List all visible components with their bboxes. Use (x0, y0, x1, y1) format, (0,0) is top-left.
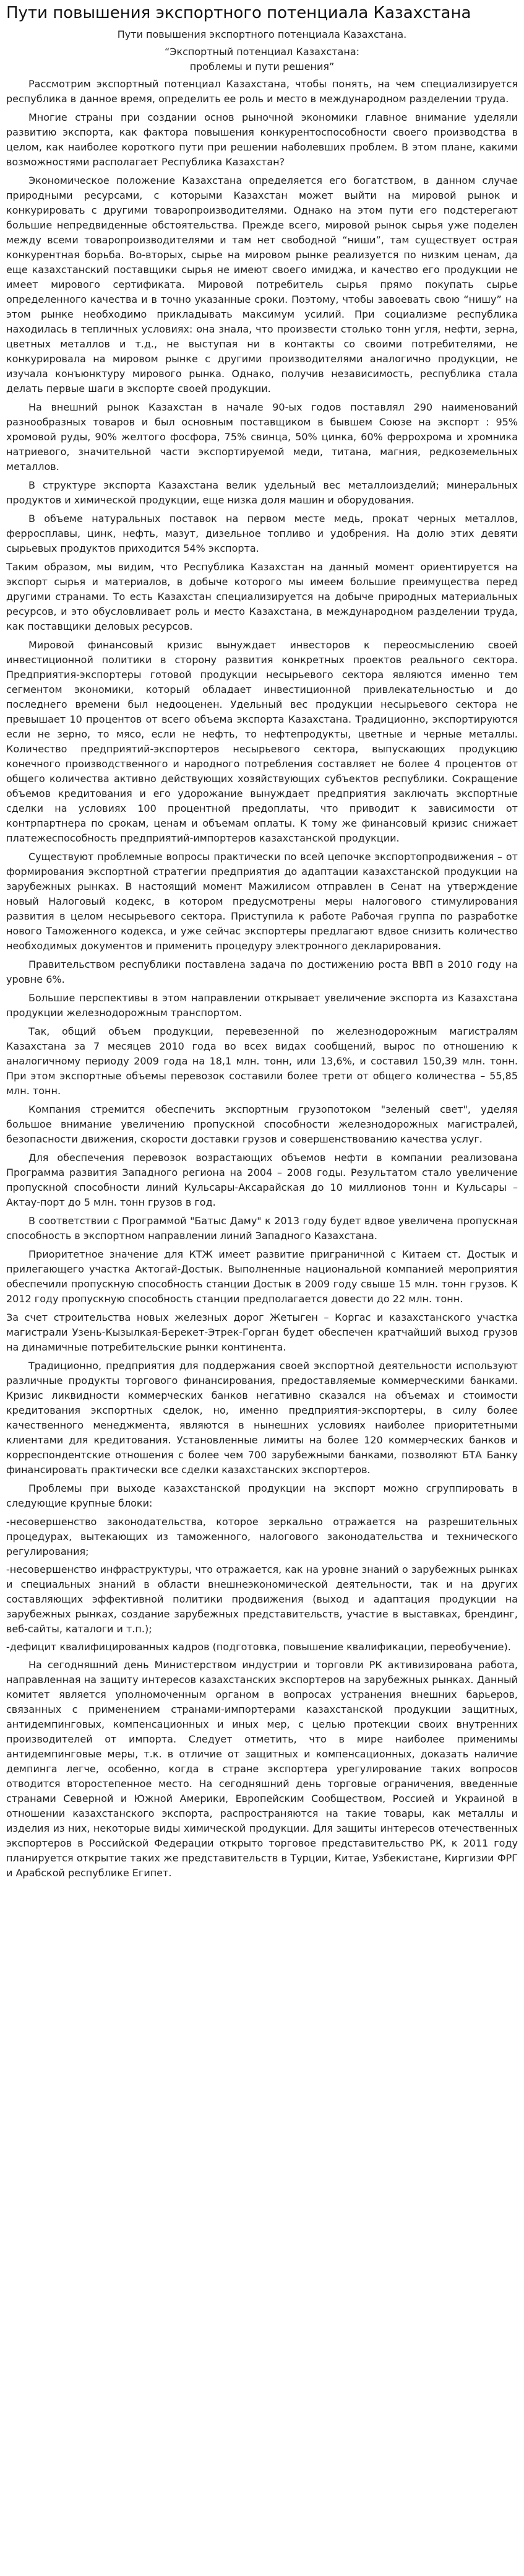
paragraph: Рассмотрим экспортный потенциал Казахстана, чтобы понять, на чем специализируется республика в данное время, определить ее роль и место в международном разделении труда. (6, 78, 518, 105)
quote-line-1: “Экспортный потенциал Казахстана: (164, 46, 360, 58)
paragraph: Таким образом, мы видим, что Республика Казахстан на данный момент ориентируется на экспорт сырья и материалов, в добыче которого мы имеем большие преимущества перед другими странами. То есть Казахстан специализируется на добыче природных материальных ресурсов, и это обусловливает роль и место Казахстана, в международном разделении труда, как поставщики деловых ресурсов. (6, 561, 518, 632)
paragraph: Так, общий объем продукции, перевезенной по железнодорожным магистралям Казахстана за 7 месяцев 2010 года во всех видах сообщений, вырос по отношению к аналогичному периоду 2009 года на 18,1 млн. тонн, или 13,6%, и составил 150,39 млн. тонн. При этом экспортные объемы перевозок составили более трети от общего количества – 55,85 млн. тонн. (6, 1025, 518, 1097)
paragraph: В структуре экспорта Казахстана велик удельный вес металлоизделий; минеральных продуктов и химической продукции, еще низка доля машин и оборудования. (6, 479, 518, 506)
paragraph: В соответствии с Программой "Батыс Даму" к 2013 году будет вдвое увеличена пропускная способность в экспортном направлении линий Западного Казахстана. (6, 1215, 518, 1242)
paragraph: Проблемы при выходе казахстанской продукции на экспорт можно сгруппировать в следующие крупные блоки: (6, 1482, 518, 1509)
page-title: Пути повышения экспортного потенциала Казахстана (6, 4, 471, 22)
paragraph: Мировой финансовый кризис вынуждает инвесторов к переосмыслению своей инвестиционной политики в сторону развития конкретных проектов реального сектора. Предприятия-экспортеры готовой продукции несырьевого сектора являются именно тем сегментом экономики, который обладает инвестиционной привлекательностью и до последнего времени был недооценен. Удельный вес продукции несырьевого сектора не превышает 10 процентов от всего объема экспорта Казахстана. Традиционно, экспортируются если не зерно, то мясо, если не нефть, то нефтепродукты, цветные и черные металлы. Количество предприятий-экспортеров несырьевого сектора, выпускающих продукцию конечного производственного и народного потребления составляет не более 4 процентов от общего количества активно действующих хозяйствующих субъектов республики. Сокращение объемов кредитования и его удорожание вынуждает предприятия заключать экспортные сделки на условиях 100 процентной предоплаты, что приводит к зависимости от контрпартнера по срокам, ценам и объемам оплаты. К тому же финансовый кризис снижает платежеспособность предприятий-импортеров казахстанской продукции. (6, 639, 518, 844)
subtitle: Пути повышения экспортного потенциала Казахстана. (117, 28, 407, 40)
paragraph: На сегодняшний день Министерством индустрии и торговли РК активизирована работа, направленная на защиту интересов казахстанских экспортеров на зарубежных рынках. Данный комитет является уполномоченным органом в вопросах устранения внешних барьеров, связанных с применением странами-импортерами казахстанской продукции защитных, антидемпинговых, компенсационных и иных мер, с целью протекции своих внутренних производителей от импорта. Следует отметить, что в мире наиболее применимы антидемпинговые меры, т.к. в отличие от защитных и компенсационных, доказать наличие демпинга легче, особенно, когда в стране экспортера урегулирование таких вопросов отводится второстепенное место. На сегодняшний день торговые ограничения, введенные странами Северной и Южной Америки, Европейским Сообществом, Россией и Украиной в отношении казахстанского экспорта, распространяются на такие товары, как металлы и изделия из них, некоторые виды химической продукции. Для защиты интересов отечественных экспортеров в Российской Федерации открыто торговое представительство РК, к 2011 году планируется открытие таких же представительств в Турции, Китае, Узбекистане, Киргизии ФРГ и Арабской республике Египет. (6, 1659, 518, 1879)
paragraph: Традиционно, предприятия для поддержания своей экспортной деятельности используют различные продукты торгового финансирования, предоставляемые коммерческими банками. Кризис ликвидности коммерческих банков негативно сказался на объемах и стоимости кредитования экспортных сделок, но, именно предприятия-экспортеры, в силу более качественного менеджмента, являются в нынешних условиях наиболее приоритетными клиентами для кредитования. Установленные лимиты на более 120 коммерческих банков и корреспондентские отношения с более чем 700 зарубежными банками, позволяют БТА Банку финансировать практически все сделки казахстанских экспортеров. (6, 1360, 518, 1476)
paragraph: Правительством республики поставлена задача по достижению роста ВВП в 2010 году на уровне 6%. (6, 959, 518, 985)
list-item: -несовершенство законодательства, которое зеркально отражается на разрешительных процедурах, вытекающих из таможенного, налогового законодательства и технического регулирования; (6, 1516, 518, 1557)
list-item: -дефицит квалифицированных кадров (подготовка, повышение квалификации, переобучение). (6, 1641, 511, 1653)
list-item: -несовершенство инфраструктуры, что отражается, как на уровне знаний о зарубежных рынках и специальных знаний в области внешнеэкономической деятельности, так и на других составляющих эффективной политики продвижения (выход и адаптация продукции на зарубежных рынках, создание зарубежных представительств, участие в выставках, брендинг, веб-сайты, каталоги и т.п.); (6, 1564, 518, 1635)
paragraph: Большие перспективы в этом направлении открывает увеличение экспорта из Казахстана продукции железнодорожным транспортом. (6, 992, 518, 1019)
paragraph: Приоритетное значение для КТЖ имеет развитие приграничной с Китаем ст. Достык и прилегающего участка Актогай-Достык. Выполненные национальной компанией мероприятия обеспечили пропускную способность станции Достык в 2009 году свыше 15 млн. тонн грузов. К 2012 году пропускную способность станции предполагается довести до 22 млн. тонн. (6, 1248, 518, 1305)
paragraph: Существуют проблемные вопросы практически по всей цепочке экспортопродвижения – от формирования экспортной стратегии предприятия до адаптации казахстанской продукции на зарубежных рынках. В настоящий момент Мажилисом отправлен в Сенат на утверждение новый Налоговый кодекс, в котором предусмотрены меры налогового стимулирования развития в целом несырьевого сектора. Приступила к работе Рабочая группа по разработке нового Таможенного кодекса, и уже сейчас экспортеры предлагают вдвое снизить количество необходимых документов и применить процедуру электронного декларирования. (6, 851, 518, 952)
paragraph: Многие страны при создании основ рыночной экономики главное внимание уделяли развитию экспорта, как фактора повышения конкурентоспособности своего производства в целом, как наиболее короткого пути при решении наболевших проблем. В этом плане, какими возможностями располагает Республика Казахстан? (6, 111, 518, 168)
paragraph: В объеме натуральных поставок на первом месте медь, прокат черных металлов, ферросплавы, цинк, нефть, мазут, дизельное топливо и удобрения. На долю этих девяти сырьевых продуктов приходится 54% экспорта. (6, 513, 518, 554)
paragraph: Компания стремится обеспечить экспортным грузопотоком "зеленый свет", уделяя большое внимание увеличению пропускной способности железнодорожных магистралей, безопасности движения, скорости доставки грузов и совершенствованию качества услуг. (6, 1103, 518, 1145)
paragraph: За счет строительства новых железных дорог Жетыген – Коргас и казахстанского участка магистрали Узень-Кызылкая-Берекет-Этрек-Горган будет обеспечен кратчайший выход грузов на динамичные потребительские рынки континента. (6, 1312, 518, 1353)
paragraph: Экономическое положение Казахстана определяется его богатством, в данном случае природными ресурсами, с которыми Казахстан может выйти на мировой рынок и конкурировать с другими товаропроизводителями. Однако на этом пути его подстерегают большие непредвиденные обстоятельства. Прежде всего, мировой рынок сырья уже поделен между всеми товаропроизводителями и там нет свободной “ниши”, там существует острая конкурентная борьба. Во-вторых, сырье на мировом рынке реализуется по низким ценам, да еще казахстанский поставщики сырья не имеют своего имиджа, и качество его продукции не имеет мирового сертификата. Мировой потребитель сырья прямо покупать сырье определенного качества и в точно указанные сроки. Поэтому, чтобы завоевать свою “нишу” на этом рынке необходимо прикладывать максимум усилий. При социализме республика находилась в тепличных условиях: она знала, что произвести столько тонн угля, нефти, зерна, цветных металлов и т.д., не выступая ни в контакты со своими потребителями, не конкурировала на мировом рынке с другими производителями аналогично продукции, не изучала конъюнктуру мирового рынка. Однако, получив независимость, республика стала делать первые шаги в экспорте своей продукции. (6, 175, 518, 394)
quote-line-2: проблемы и пути решения” (189, 61, 335, 72)
paragraph: Для обеспечения перевозок возрастающих объемов нефти в компании реализована Программа развития Западного региона на 2004 – 2008 годы. Результатом стало увеличение пропускной способности линий Кульсары-Аксарайская до 10 миллионов тонн и Кульсары – Актау-порт до 5 млн. тонн грузов в год. (6, 1152, 518, 1208)
paragraph: На внешний рынок Казахстан в начале 90-ых годов поставлял 290 наименований разнообразных товаров и был основным поставщиком в бывшем Союзе на экспорт : 95% хромовой руды, 90% желтого фосфора, 75% свинца, 50% цинка, 60% феррохрома и хромника натриевого, значительной части экспортируемой меди, титана, магния, редкоземельных металлов. (6, 401, 518, 472)
